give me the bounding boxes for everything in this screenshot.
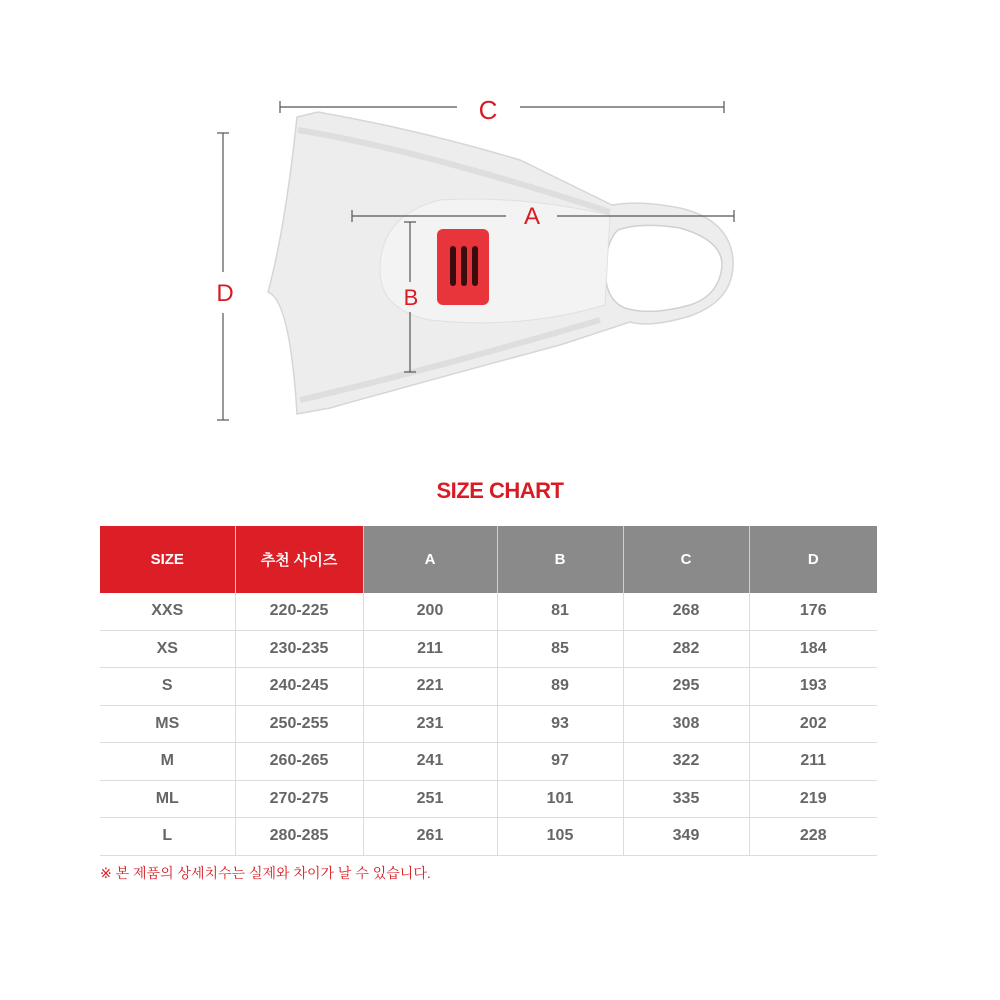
cell-b: 89 xyxy=(497,668,623,706)
cell-b: 101 xyxy=(497,780,623,818)
cell-a: 261 xyxy=(363,818,497,856)
cell-d: 184 xyxy=(749,630,877,668)
header-b: B xyxy=(497,526,623,593)
cell-a: 241 xyxy=(363,743,497,781)
header-a: A xyxy=(363,526,497,593)
cell-recommended: 220-225 xyxy=(235,593,363,630)
cell-b: 105 xyxy=(497,818,623,856)
swim-fin-illustration xyxy=(268,112,733,414)
cell-a: 251 xyxy=(363,780,497,818)
cell-b: 97 xyxy=(497,743,623,781)
dimension-label-a: A xyxy=(523,203,541,230)
cell-a: 200 xyxy=(363,593,497,630)
cell-d: 219 xyxy=(749,780,877,818)
table-row xyxy=(100,818,877,856)
size-chart-title: SIZE CHART xyxy=(436,478,564,503)
cell-size: XS xyxy=(100,630,235,668)
header-c: C xyxy=(623,526,749,593)
vent-badge xyxy=(437,229,489,305)
cell-b: 93 xyxy=(497,705,623,743)
cell-recommended: 260-265 xyxy=(235,743,363,781)
cell-size: M xyxy=(100,743,235,781)
size-chart-table xyxy=(100,526,877,856)
cell-size: ML xyxy=(100,780,235,818)
cell-d: 228 xyxy=(749,818,877,856)
cell-d: 211 xyxy=(749,743,877,781)
table-row xyxy=(100,593,877,630)
table-row xyxy=(100,780,877,818)
dimension-label-b: B xyxy=(403,285,419,310)
cell-c: 282 xyxy=(623,630,749,668)
cell-c: 322 xyxy=(623,743,749,781)
cell-size: XXS xyxy=(100,593,235,630)
dimension-d xyxy=(216,133,233,420)
cell-b: 81 xyxy=(497,593,623,630)
cell-c: 349 xyxy=(623,818,749,856)
dimension-label-d: D xyxy=(216,280,234,307)
cell-d: 202 xyxy=(749,705,877,743)
cell-recommended: 240-245 xyxy=(235,668,363,706)
cell-d: 193 xyxy=(749,668,877,706)
cell-recommended: 270-275 xyxy=(235,780,363,818)
cell-size: MS xyxy=(100,705,235,743)
cell-size: L xyxy=(100,818,235,856)
cell-recommended: 280-285 xyxy=(235,818,363,856)
cell-a: 231 xyxy=(363,705,497,743)
fin-dimension-diagram xyxy=(0,0,1000,450)
header-size: SIZE xyxy=(100,526,235,593)
cell-c: 335 xyxy=(623,780,749,818)
cell-recommended: 250-255 xyxy=(235,705,363,743)
dimension-label-c: C xyxy=(478,95,498,125)
cell-c: 308 xyxy=(623,705,749,743)
cell-c: 268 xyxy=(623,593,749,630)
cell-recommended: 230-235 xyxy=(235,630,363,668)
cell-c: 295 xyxy=(623,668,749,706)
cell-a: 211 xyxy=(363,630,497,668)
disclaimer-note: ※ 본 제품의 상세치수는 실제와 차이가 날 수 있습니다. xyxy=(100,865,431,881)
header-d: D xyxy=(749,526,877,593)
table-row xyxy=(100,668,877,706)
cell-b: 85 xyxy=(497,630,623,668)
cell-a: 221 xyxy=(363,668,497,706)
cell-size: S xyxy=(100,668,235,706)
cell-d: 176 xyxy=(749,593,877,630)
table-row xyxy=(100,705,877,743)
table-row xyxy=(100,630,877,668)
table-header-row xyxy=(100,526,877,593)
table-row xyxy=(100,743,877,781)
header-recommended-size: 추천 사이즈 xyxy=(235,526,363,593)
